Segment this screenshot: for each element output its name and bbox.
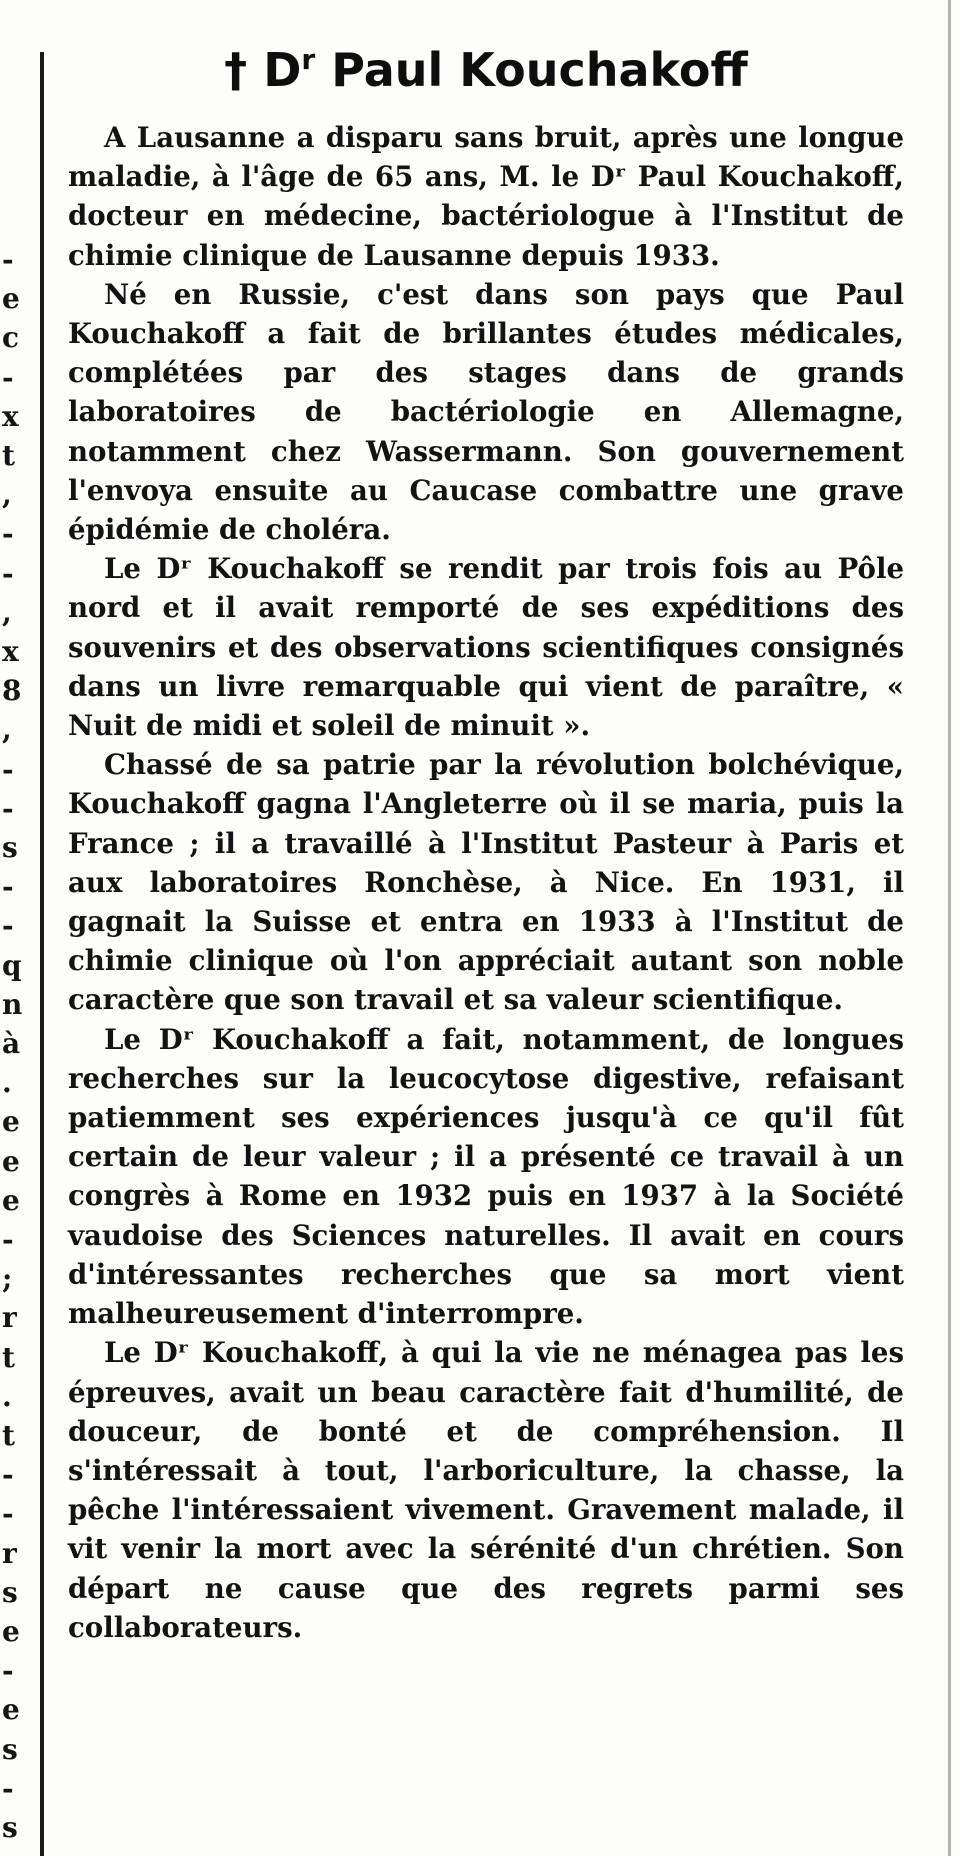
adjacent-column-fragment: . [2,1379,12,1413]
paragraph-4: Chassé de sa patrie par la révolution bolchévique, Kouchakoff gagna l'Angleterre où il se maria, puis la France ; il a travaillé à l'Institut Pasteur à Paris et aux laboratoires Ronchèse, à Nice. En 1931, il gagnait la Suisse et entra en 1933 à l'Institut de chimie clinique où l'on appréciait autant son noble caractère que son travail et sa valeur scientifique. [68,748,904,1017]
adjacent-column-fragments [0,0,24,1856]
adjacent-column-fragment: , [2,713,12,747]
adjacent-column-fragment: e [2,1144,20,1178]
adjacent-column-fragment: e [2,1183,20,1217]
adjacent-column-fragment: - [2,909,14,943]
adjacent-column-fragment: - [2,517,14,551]
paragraph-2: Né en Russie, c'est dans son pays que Paul Kouchakoff a fait de brillantes études médicales, complétées par des stages dans de grands laboratoires de bactériologie en Allemagne, notamment chez Wassermann. Son gouvernement l'envoya ensuite au Caucase combattre une grave épidémie de choléra. [68,277,904,547]
adjacent-column-fragment: r [2,1301,17,1335]
adjacent-column-fragment: s [2,1575,18,1609]
adjacent-column-fragment: à [2,1027,21,1060]
adjacent-column-fragment: e [2,282,20,316]
paragraph-5: Le Dʳ Kouchakoff a fait, notamment, de longues recherches sur la leucocytose digestive, refaisant patiemment ses expériences jusqu'à ce qu'il fût certain de leur valeur ; il a présenté ce travail à un congrès à Rome en 1932 puis en 1937 à la Société vaudoise des Sciences naturelles. Il avait en cours d'intéressantes recherches que sa mort vient malheureusement d'interrompre. [68,1022,904,1331]
adjacent-column-fragment: - [2,1223,14,1256]
adjacent-column-fragment: , [2,478,12,512]
adjacent-column-fragment: - [2,870,14,904]
paragraph-6: Le Dʳ Kouchakoff, à qui la vie ne ménagea pas les épreuves, avait un beau caractère fait d'humilité, de douceur, de bonté et de compréhension. Il s'intéressait à tout, l'arboriculture, la chasse, la pêche l'intéressaient vivement. Gravement malade, il vit venir la mort avec la sérénité d'un chrétien. Son départ ne cause que des regrets parmi ses collaborateurs. [68,1336,904,1644]
adjacent-column-fragment: c [2,321,20,355]
column-rule [40,52,44,1856]
headline-title-rest: Paul Kouchakoff [315,43,748,97]
adjacent-column-fragment: - [2,1497,14,1531]
adjacent-column-fragment: s [2,1732,18,1766]
adjacent-column-fragment: x [2,635,19,668]
adjacent-column-fragment: s [2,831,18,864]
adjacent-column-fragment: s [2,1811,18,1844]
dagger-mark: † [224,43,248,97]
adjacent-column-fragment: q [2,948,22,982]
article-headline [68,40,904,100]
adjacent-column-fragment: - [2,360,14,394]
adjacent-column-fragment: - [2,556,14,590]
headline-title-sup: r [301,43,316,76]
adjacent-column-fragment: - [2,1654,14,1688]
adjacent-column-fragment: - [2,1771,14,1805]
right-edge-rule [948,0,951,1856]
obituary-article [68,40,904,1647]
paragraph-3: Le Dʳ Kouchakoff se rendit par trois fois au Pôle nord et il avait remporté de ses expéditions des souvenirs et des observations scientifiques consignés dans un livre remarquable qui vient de paraître, « Nuit de midi et soleil de minuit ». [68,552,904,743]
paragraph-1: A Lausanne a disparu sans bruit, après une longue maladie, à l'âge de 65 ans, M. le Dʳ Paul Kouchakoff, docteur en médecine, bactériologue à l'Institut de chimie clinique de Lausanne depuis 1933. [68,121,904,272]
adjacent-column-fragment: x [2,399,19,433]
adjacent-column-fragment: t [2,1419,15,1452]
adjacent-column-fragment: t [2,439,15,472]
adjacent-column-fragment: ; [2,1262,13,1296]
adjacent-column-fragment: t [2,1340,15,1374]
adjacent-column-fragment: e [2,1615,20,1648]
adjacent-column-fragment: . [2,1066,12,1100]
adjacent-column-fragment: e [2,1105,20,1139]
adjacent-column-fragment: , [2,595,12,629]
adjacent-column-fragment: - [2,791,14,825]
adjacent-column-fragment: r [2,1536,17,1570]
adjacent-column-fragment: - [2,752,14,786]
adjacent-column-fragment: - [2,243,14,276]
adjacent-column-fragment: e [2,1693,20,1727]
adjacent-column-fragment: - [2,1458,14,1492]
headline-title-prefix: D [263,43,302,97]
adjacent-column-fragment: n [2,987,23,1021]
adjacent-column-fragment: 8 [2,674,22,708]
